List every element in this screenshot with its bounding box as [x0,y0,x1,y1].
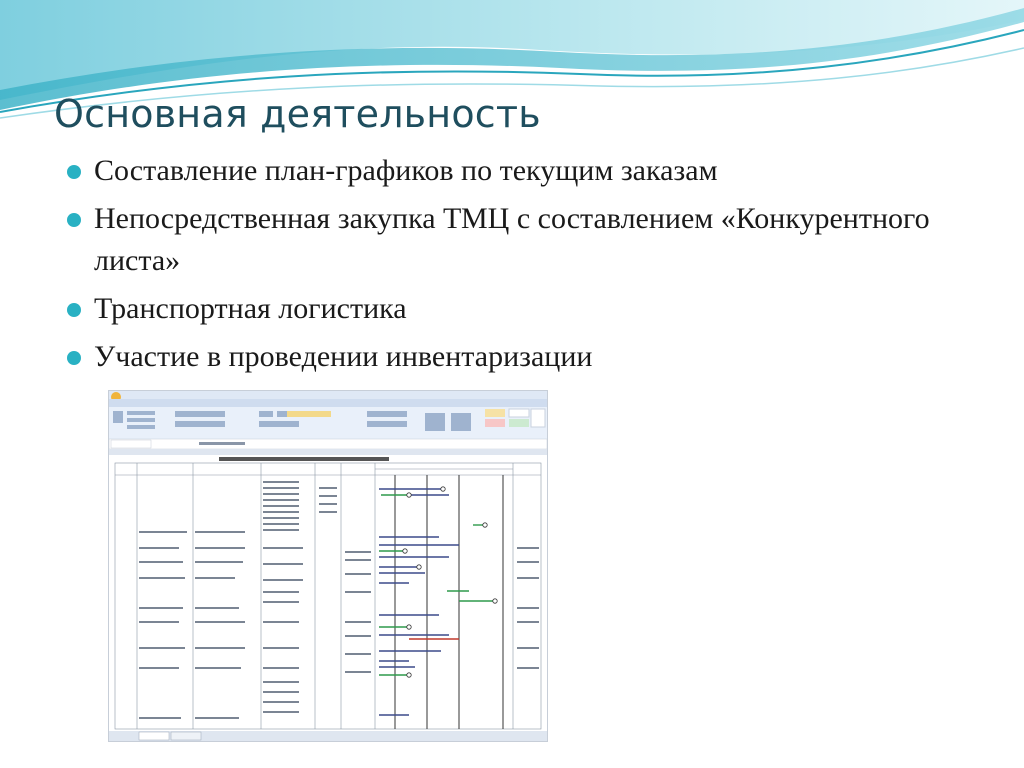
bullet-item [62,288,992,330]
bullet-text: Составление план-графиков по текущим заказам [94,154,718,187]
bullet-item [62,198,992,282]
slide-title: Основная деятельность [54,92,541,136]
bullet-list [62,150,992,384]
bullet-item [62,336,992,378]
bullet-text: Непосредственная закупка ТМЦ с составлением «Конкурентного листа» [94,202,930,277]
bullet-dot-icon [67,351,81,365]
bullet-text: Транспортная логистика [94,292,407,325]
bullet-item [62,150,992,192]
bullet-dot-icon [67,303,81,317]
spreadsheet-illustration [109,391,547,741]
excel-screenshot-image [108,390,548,742]
bullet-text: Участие в проведении инвентаризации [94,340,593,373]
bullet-dot-icon [67,213,81,227]
bullet-dot-icon [67,165,81,179]
